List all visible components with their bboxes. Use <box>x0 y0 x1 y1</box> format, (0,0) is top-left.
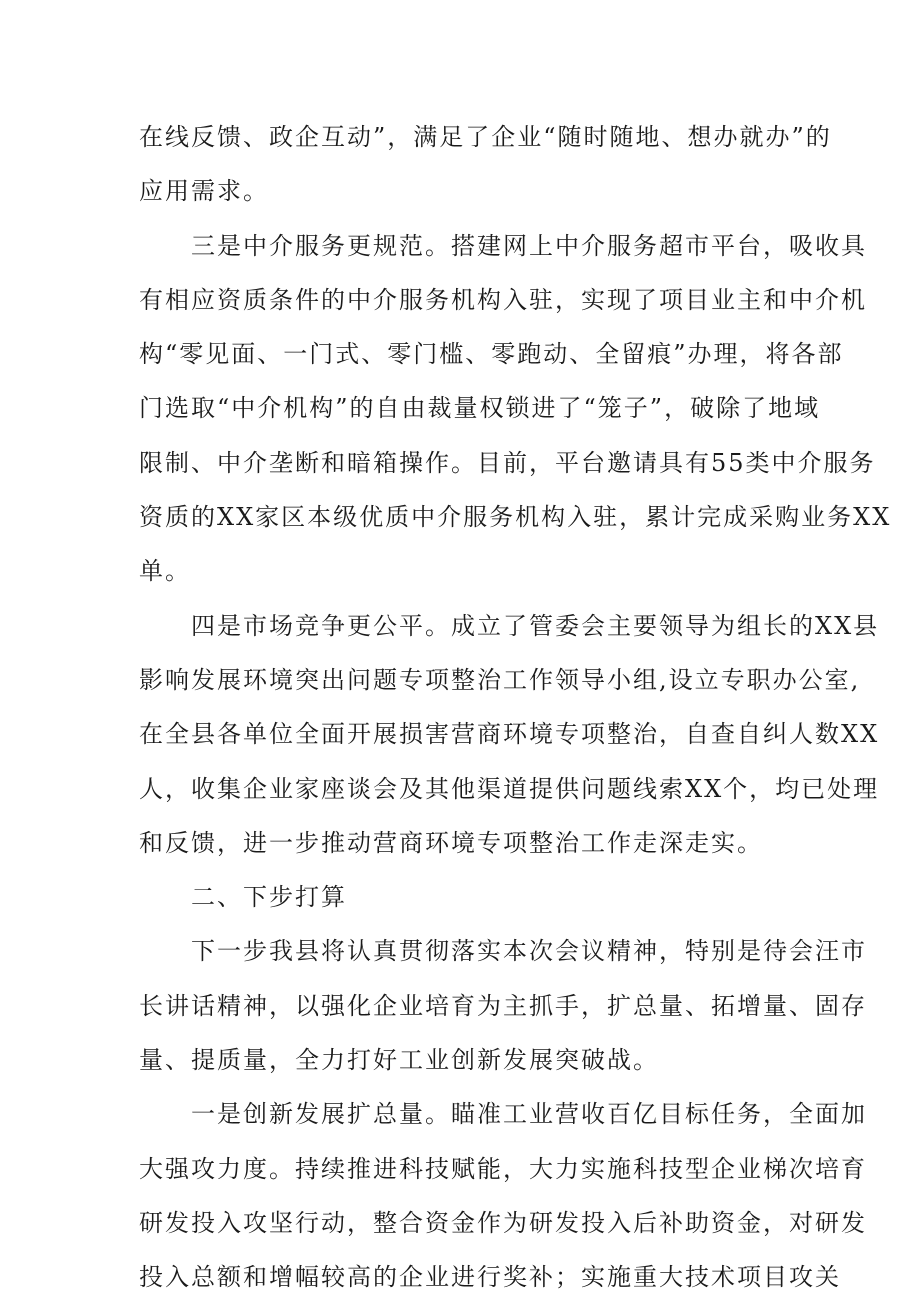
text-line: 人，收集企业家座谈会及其他渠道提供问题线索XX个，均已处理 <box>139 774 880 803</box>
paragraph-market-competition <box>139 599 880 870</box>
text-line: 限制、中介垄断和暗箱操作。目前，平台邀请具有55类中介服务 <box>139 448 876 477</box>
paragraph-next-steps <box>139 924 867 1087</box>
paragraph-intermediary-services <box>139 219 892 599</box>
text-line: 四是市场竞争更公平。成立了管委会主要领导为组长的XX县 <box>191 611 880 640</box>
text-line: 研发投入攻坚行动，整合资金作为研发投入后补助资金，对研发 <box>139 1208 867 1237</box>
text-line: 长讲话精神，以强化企业培育为主抓手，扩总量、拓增量、固存 <box>139 991 867 1020</box>
text-line: 资质的XX家区本级优质中介服务机构入驻，累计完成采购业务XX <box>139 503 892 532</box>
text-line: 和反馈，进一步推动营商环境专项整治工作走深走实。 <box>139 828 763 857</box>
text-line: 门选取“中介机构”的自由裁量权锁进了“笼子”，破除了地域 <box>139 394 821 423</box>
text-line: 量、提质量，全力打好工业创新发展突破战。 <box>139 1046 659 1075</box>
text-line: 投入总额和增幅较高的企业进行奖补；实施重大技术项目攻关 <box>139 1263 841 1292</box>
text-line: 应用需求。 <box>139 177 269 206</box>
text-line: 单。 <box>139 557 191 586</box>
text-line: 影响发展环境突出问题专项整治工作领导小组,设立专职办公室, <box>139 665 861 694</box>
paragraph-innovation <box>139 1087 867 1304</box>
text-line: 有相应资质条件的中介服务机构入驻，实现了项目业主和中介机 <box>139 285 867 314</box>
text-line: 三是中介服务更规范。搭建网上中介服务超市平台，吸收具 <box>191 231 867 260</box>
section-heading-next-steps <box>139 870 789 924</box>
section-heading: 二、下步打算 <box>191 883 347 912</box>
text-line: 在全县各单位全面开展损害营商环境专项整治，自查自纠人数XX <box>139 720 880 749</box>
document-body <box>139 110 892 1305</box>
text-line: 一是创新发展扩总量。瞄准工业营收百亿目标任务，全面加 <box>191 1100 867 1129</box>
paragraph-continuation <box>139 110 832 219</box>
text-line: 大强攻力度。持续推进科技赋能，大力实施科技型企业梯次培育 <box>139 1154 867 1183</box>
text-line: 在线反馈、政企互动”，满足了企业“随时随地、想办就办”的 <box>139 123 832 151</box>
text-line: 下一步我县将认真贯彻落实本次会议精神，特别是待会汪市 <box>191 937 867 966</box>
text-line: 构“零见面、一门式、零门槛、零跑动、全留痕”办理，将各部 <box>139 340 844 369</box>
